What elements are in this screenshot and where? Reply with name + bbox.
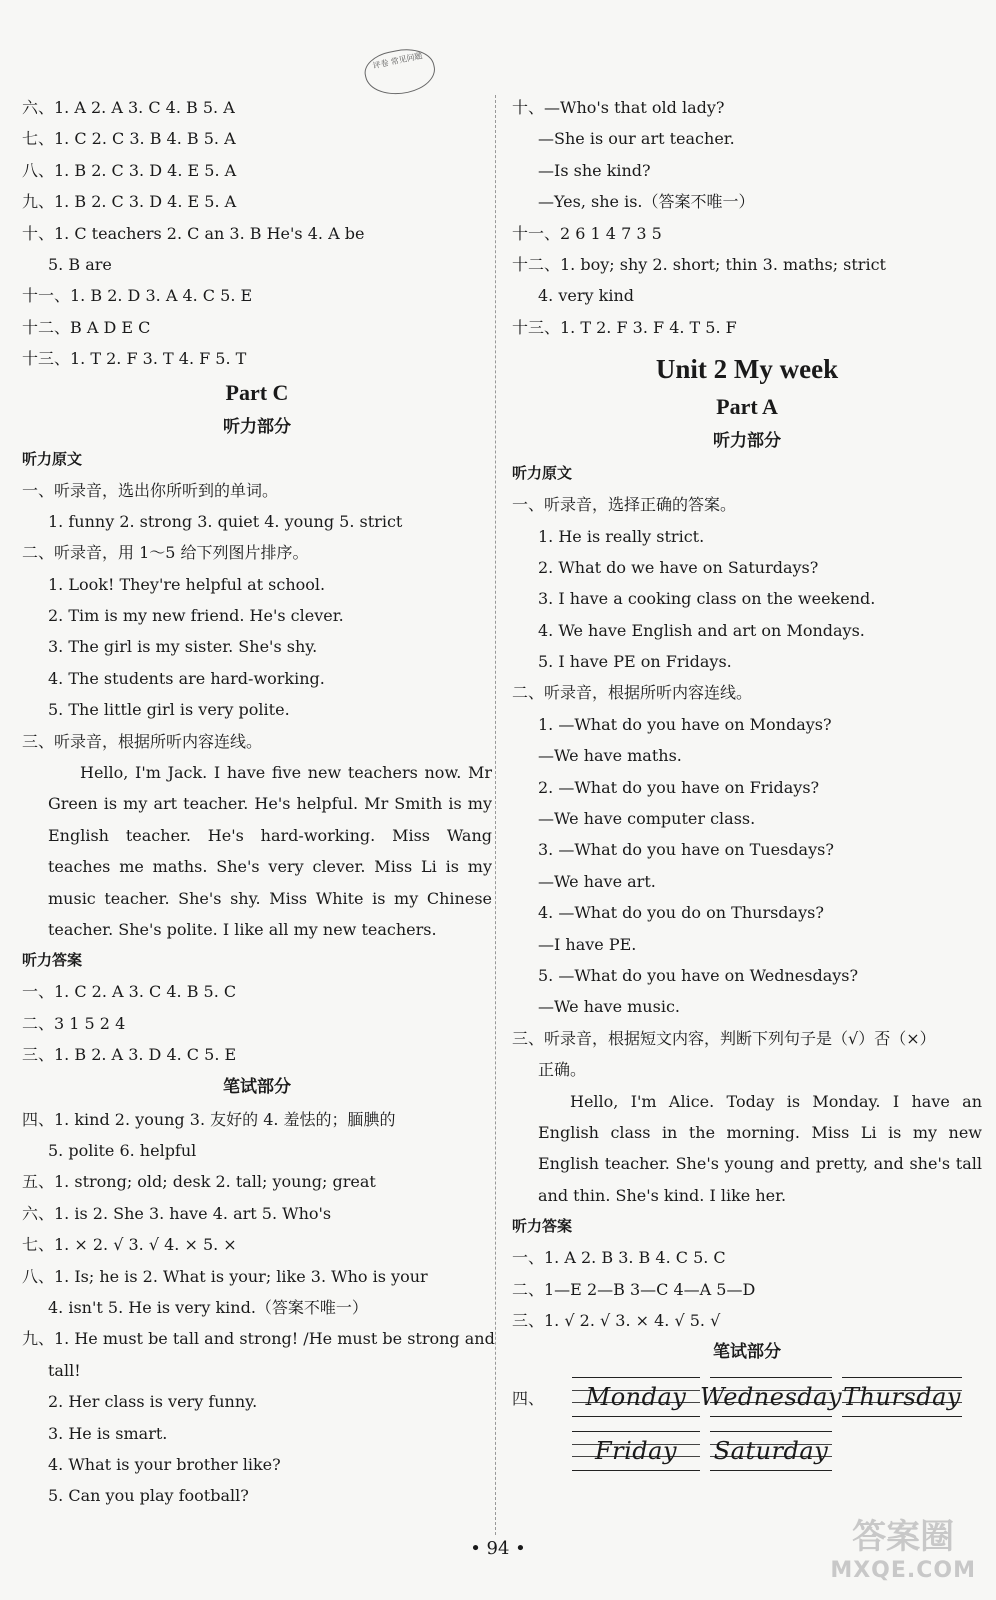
answer-line: 六、1. A 2. A 3. C 4. B 5. A [22,98,235,117]
left-column [22,92,495,1512]
answer-line-indented: 1. Look! They're helpful at school. [48,574,326,594]
answer-line-indented: 3. —What do you have on Tuesdays? [538,840,834,860]
part-heading: Part A [716,394,778,420]
answer-line: 十一、2 6 1 4 7 3 5 [512,223,662,243]
handwriting-row-1 [512,1377,982,1417]
answer-line-indented: 5. I have PE on Fridays. [538,652,732,672]
answer-line-indented: —We have music. [538,997,680,1017]
answer-line-indented: 5. The little girl is very polite. [48,700,290,720]
grader-stamp: 评卷 常见问题 [361,43,439,101]
answer-line: 八、1. Is; he is 2. What is your; like 3. Who is your [22,1266,428,1286]
answer-line-indented: 3. The girl is my sister. She's shy. [48,637,318,657]
answer-line: 二、听录音，用 1～5 给下列图片排序。 [22,543,309,563]
section-heading: 笔试部分 [223,1076,291,1097]
passage-paragraph: Hello, I'm Alice. Today is Monday. I have an English class in the morning. Miss Li is my new English teacher. She's young and pretty, and she's tall and thin. She's kind. I like her. [538,1091,982,1205]
answer-line: 二、3 1 5 2 4 [22,1013,126,1033]
answer-line-indented: 4. We have English and art on Mondays. [538,620,865,640]
answer-line-indented: 2. What do we have on Saturdays? [538,557,819,577]
section-heading: 听力部分 [713,431,781,452]
answer-line: 一、1. C 2. A 3. C 4. B 5. C [22,982,237,1002]
handwriting-box [710,1431,832,1471]
answer-line-indented: 5. B are [48,254,112,274]
answer-line: 九、1. He must be tall and strong! /He must be strong and [22,1329,495,1349]
subsection-heading: 听力答案 [22,951,83,970]
passage-paragraph: Hello, I'm Jack. I have five new teachers now. Mr Green is my art teacher. He's helpful. Mr Smith is my English teacher. He's hard-working. Miss Wang teaches me maths. She's very clever. Miss Li is my music teacher. She's shy. Miss White is my Chinese teacher. She's polite. I like all my new teachers. [48,763,492,940]
answer-line-indented: 1. funny 2. strong 3. quiet 4. young 5. strict [48,511,403,531]
subsection-heading: 听力原文 [512,464,573,483]
site-watermark [830,1517,976,1588]
answer-line-indented: —We have art. [538,871,656,891]
unit-heading: Unit 2 My week [655,354,839,385]
answer-line-indented: 2. Tim is my new friend. He's clever. [48,606,344,626]
answer-line: 九、1. B 2. C 3. D 4. E 5. A [22,192,237,212]
answer-line: 十二、B A D E C [22,317,151,337]
answer-line: 十三、1. T 2. F 3. F 4. T 5. F [512,317,737,337]
answer-line-indented: 3. He is smart. [48,1423,168,1443]
answer-line: 一、1. A 2. B 3. B 4. C 5. C [512,1248,726,1268]
section-heading: 听力部分 [223,416,291,437]
answer-line: 三、听录音，根据短文内容，判断下列句子是（√）否（×） [512,1028,936,1048]
watermark-url: MXQE.COM [830,1558,976,1583]
right-column [512,92,982,1471]
right-column-lines [512,92,982,1369]
answer-line: 十二、1. boy; shy 2. short; thin 3. maths; strict [512,254,886,274]
page-number: • 94 • [470,1538,526,1559]
answer-line: 四、1. kind 2. young 3. 友好的 4. 羞怯的；腼腆的 [22,1109,396,1129]
handwriting-word: Friday [594,1437,678,1466]
answer-line: 三、听录音，根据所听内容连线。 [22,731,263,751]
answer-line-indented: 4. —What do you do on Thursdays? [538,903,824,923]
answer-line: 一、听录音，选出你所听到的单词。 [22,480,279,500]
handwriting-word: Saturday [713,1437,829,1466]
subsection-heading: 听力原文 [22,449,83,468]
answer-line-indented: 正确。 [538,1060,587,1080]
handwriting-box [572,1431,700,1471]
handwriting-word: Wednesday [700,1383,842,1412]
answer-line: 三、1. √ 2. √ 3. × 4. √ 5. √ [512,1310,721,1330]
subsection-heading: 听力答案 [512,1217,573,1236]
answer-line: 十一、1. B 2. D 3. A 4. C 5. E [22,286,253,306]
answer-line: 七、1. C 2. C 3. B 4. B 5. A [22,129,236,149]
answer-line-indented: 1. —What do you have on Mondays? [538,714,832,734]
answer-line-indented: 4. isn't 5. He is very kind.（答案不唯一） [48,1297,368,1317]
answer-line: 二、1—E 2—B 3—C 4—A 5—D [512,1279,756,1299]
answer-line: 六、1. is 2. She 3. have 4. art 5. Who's [22,1203,332,1223]
answer-line-indented: tall! [48,1360,81,1380]
answer-line: 一、听录音，选择正确的答案。 [512,495,737,515]
handwriting-box [572,1377,700,1417]
answer-line: 十三、1. T 2. F 3. T 4. F 5. T [22,349,247,369]
answer-line: 十、1. C teachers 2. C an 3. B He's 4. A be [22,223,365,243]
answer-line-indented: 4. What is your brother like? [48,1454,281,1474]
answer-line-indented: 4. very kind [538,286,634,306]
answer-line-indented: 3. I have a cooking class on the weekend. [538,589,876,609]
watermark-logo-text: 答案圈 [852,1517,955,1557]
answer-line-indented: 5. —What do you have on Wednesdays? [538,965,859,985]
answer-line: 八、1. B 2. C 3. D 4. E 5. A [22,160,237,180]
answer-line: 二、听录音，根据所听内容连线。 [512,683,753,703]
answer-line: 五、1. strong; old; desk 2. tall; young; great [22,1172,376,1192]
handwriting-row-2 [512,1431,982,1471]
handwriting-word: Thursday [843,1383,961,1412]
answer-line-indented: 1. He is really strict. [538,526,705,546]
handwriting-box [842,1377,962,1417]
column-divider [495,95,496,1535]
answer-line-indented: —Yes, she is.（答案不唯一） [538,192,755,212]
answer-line-indented: —We have computer class. [538,809,756,829]
answer-line-indented: —I have PE. [538,934,637,954]
answer-line-indented: 2. Her class is very funny. [48,1392,258,1412]
answer-line-indented: 4. The students are hard-working. [48,668,325,688]
handwriting-label: 四、 [512,1388,545,1408]
answer-line-indented: —She is our art teacher. [538,129,735,149]
answer-line-indented: 2. —What do you have on Fridays? [538,777,820,797]
answer-line: 七、1. × 2. √ 3. √ 4. × 5. × [22,1235,237,1255]
part-heading: Part C [225,379,289,405]
answer-line-indented: 5. Can you play football? [48,1486,249,1506]
answer-line-indented: —We have maths. [538,746,682,766]
answer-line: 三、1. B 2. A 3. D 4. C 5. E [22,1045,237,1065]
answer-line: 十、—Who's that old lady? [512,98,725,117]
handwriting-word: Monday [585,1383,687,1412]
answer-line-indented: 5. polite 6. helpful [48,1141,197,1161]
handwriting-box [700,1377,842,1417]
answer-line-indented: —Is she kind? [538,160,651,180]
section-heading: 笔试部分 [713,1342,781,1363]
